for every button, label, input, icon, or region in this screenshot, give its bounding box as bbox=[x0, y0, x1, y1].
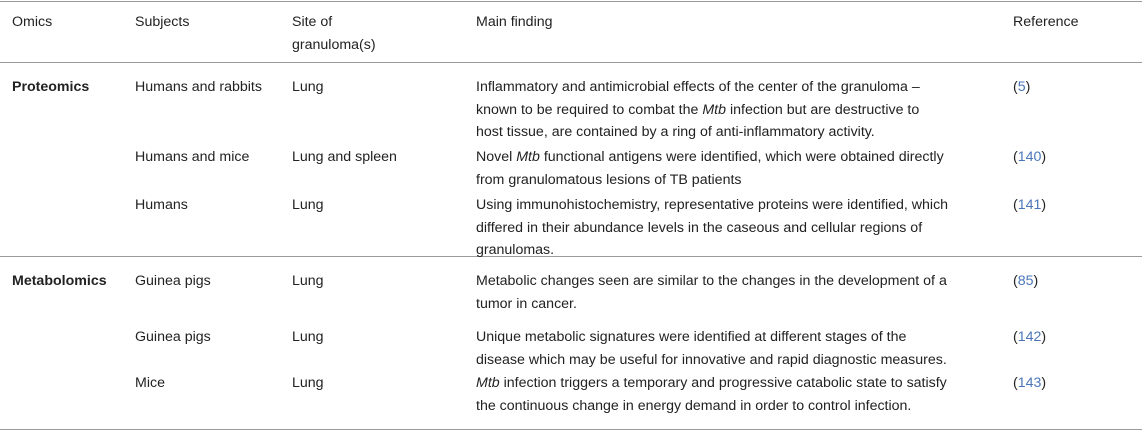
table-top-rule bbox=[0, 1, 1142, 2]
row2-finding-mtb: Mtb bbox=[516, 149, 540, 165]
reference-link[interactable]: 85 bbox=[1017, 273, 1034, 289]
row4-site: Lung bbox=[292, 273, 324, 289]
header-site bbox=[292, 11, 376, 56]
row5-finding-line2: disease which may be useful for innovative and rapid diagnostic measures. bbox=[476, 351, 947, 368]
ref-close: ) bbox=[1033, 273, 1039, 289]
row6-finding-line1 bbox=[476, 372, 947, 395]
group-omics-proteomics: Proteomics bbox=[12, 79, 90, 95]
reference-link[interactable]: 140 bbox=[1017, 149, 1042, 165]
row6-reference bbox=[1013, 372, 1046, 395]
row4-reference bbox=[1013, 270, 1038, 293]
row3-subjects: Humans bbox=[135, 197, 188, 213]
reference-link[interactable]: 5 bbox=[1017, 79, 1026, 95]
header-finding: Main finding bbox=[476, 14, 553, 30]
ref-close: ) bbox=[1041, 375, 1047, 391]
row3-finding bbox=[476, 194, 948, 262]
row2-finding-line1 bbox=[476, 146, 944, 169]
row2-finding bbox=[476, 146, 944, 191]
row1-subjects: Humans and rabbits bbox=[135, 79, 262, 95]
row6-finding-line2: the continuous change in energy demand in order to control infection. bbox=[476, 397, 912, 414]
header-site-line2: granuloma(s) bbox=[292, 36, 376, 53]
header-site-line1: Site of bbox=[292, 14, 333, 30]
row1-finding bbox=[476, 76, 920, 144]
row3-finding-line1: Using immunohistochemistry, representative proteins were identified, which bbox=[476, 197, 949, 213]
row4-finding-line1: Metabolic changes seen are similar to the changes in the development of a bbox=[476, 273, 947, 289]
row1-finding-line3: host tissue, are contained by a ring of anti-inflammatory activity. bbox=[476, 124, 875, 140]
ref-open: ( bbox=[1013, 197, 1018, 213]
ref-open: ( bbox=[1013, 149, 1018, 165]
header-bottom-rule bbox=[0, 62, 1142, 63]
row1-finding-line2 bbox=[476, 99, 920, 122]
header-subjects: Subjects bbox=[135, 14, 190, 30]
row5-reference bbox=[1013, 326, 1046, 349]
group-omics-metabolomics: Metabolomics bbox=[12, 273, 107, 289]
ref-open: ( bbox=[1013, 375, 1018, 391]
row6-finding-mtb: Mtb bbox=[476, 375, 500, 391]
row6-finding-text-a: infection triggers a temporary and progressive catabolic state to satisfy bbox=[499, 375, 947, 391]
reference-link[interactable]: 142 bbox=[1017, 329, 1042, 345]
row3-reference bbox=[1013, 194, 1046, 217]
reference-link[interactable]: 143 bbox=[1017, 375, 1042, 391]
header-omics: Omics bbox=[12, 14, 53, 30]
row5-finding bbox=[476, 326, 947, 371]
row5-site: Lung bbox=[292, 329, 324, 345]
ref-open: ( bbox=[1013, 79, 1018, 95]
ref-close: ) bbox=[1025, 79, 1031, 95]
row5-subjects: Guinea pigs bbox=[135, 329, 211, 345]
ref-open: ( bbox=[1013, 329, 1018, 345]
row2-finding-text-b: functional antigens were identified, which were obtained directly bbox=[539, 149, 944, 165]
row2-finding-line2: from granulomatous lesions of TB patients bbox=[476, 171, 742, 188]
row4-subjects: Guinea pigs bbox=[135, 273, 211, 289]
table-bottom-rule bbox=[0, 429, 1142, 430]
row1-finding-mtb: Mtb bbox=[702, 101, 727, 118]
row6-site: Lung bbox=[292, 375, 324, 391]
row3-finding-line2: differed in their abundance levels in the caseous and cellular regions of bbox=[476, 219, 923, 236]
row3-finding-line3: granulomas. bbox=[476, 242, 555, 258]
row1-finding-line1: Inflammatory and antimicrobial effects of the center of the granuloma – bbox=[476, 79, 920, 95]
ref-close: ) bbox=[1041, 149, 1047, 165]
row6-finding bbox=[476, 372, 947, 417]
row5-finding-line1: Unique metabolic signatures were identified at different stages of the bbox=[476, 329, 907, 345]
row1-site: Lung bbox=[292, 79, 324, 95]
row6-subjects: Mice bbox=[135, 375, 165, 391]
row2-site: Lung and spleen bbox=[292, 149, 397, 165]
ref-open: ( bbox=[1013, 273, 1018, 289]
row1-reference bbox=[1013, 76, 1030, 99]
row4-finding-line2: tumor in cancer. bbox=[476, 295, 577, 312]
row1-finding-text-b: infection but are destructive to bbox=[726, 101, 920, 118]
header-reference: Reference bbox=[1013, 14, 1079, 30]
reference-link[interactable]: 141 bbox=[1017, 197, 1042, 213]
row2-finding-text-a: Novel bbox=[476, 149, 517, 165]
row1-finding-text-a: known to be required to combat the bbox=[476, 101, 703, 118]
row2-reference bbox=[1013, 146, 1046, 169]
row3-site: Lung bbox=[292, 197, 324, 213]
ref-close: ) bbox=[1041, 329, 1047, 345]
row4-finding bbox=[476, 270, 947, 315]
row2-subjects: Humans and mice bbox=[135, 149, 250, 165]
ref-close: ) bbox=[1041, 197, 1047, 213]
